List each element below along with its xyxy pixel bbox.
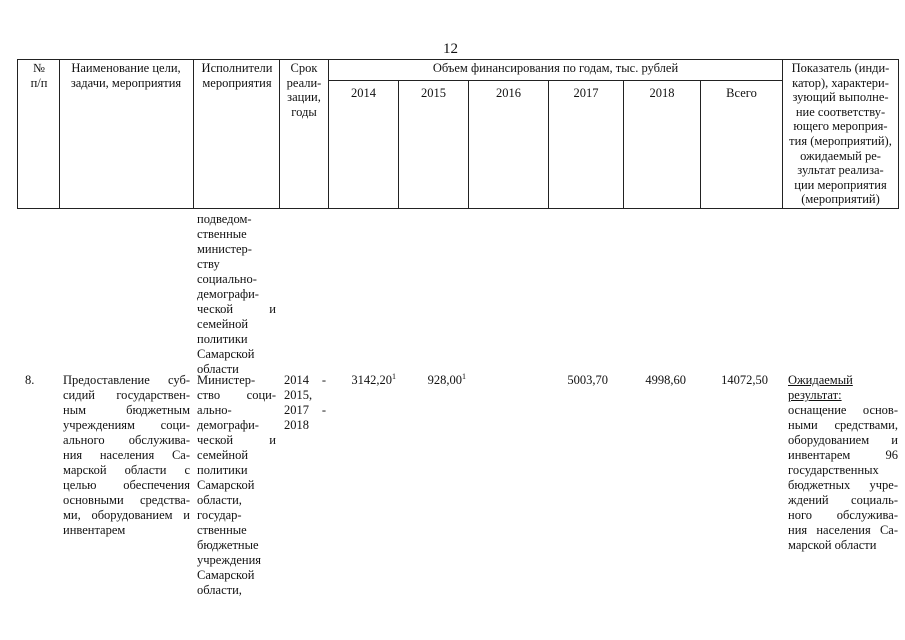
rule-v2 bbox=[193, 59, 194, 209]
rule-v0 bbox=[17, 59, 18, 209]
carryover-line: области bbox=[197, 362, 239, 376]
row8-executor-line: ство соци- bbox=[197, 388, 276, 402]
row8-executor-line: бюджетные bbox=[197, 538, 259, 552]
row8-executor-line: Министер- bbox=[197, 373, 256, 387]
row8-executor-line: Самарской bbox=[197, 568, 255, 582]
row8-value-2014-amount: 3142,20 bbox=[351, 373, 392, 387]
row8-term bbox=[284, 373, 326, 433]
header-indicator-line: зультат реализа- bbox=[797, 163, 884, 178]
row8-value-2015-footnote: 1 bbox=[462, 372, 466, 381]
header-indicator-line: ющего мероприя- bbox=[793, 119, 888, 134]
carryover-line: ству bbox=[197, 257, 220, 271]
carryover-executor bbox=[197, 212, 276, 377]
row8-indicator-line: оснащение основ- bbox=[788, 403, 898, 417]
row8-executors bbox=[197, 373, 276, 598]
rule-v11 bbox=[898, 59, 899, 209]
row8-executor-line: ально- bbox=[197, 403, 232, 417]
rule-top bbox=[17, 59, 898, 60]
header-indicator bbox=[783, 61, 898, 207]
row8-name-line: ния населения Са- bbox=[63, 448, 190, 462]
header-indicator-line: ции мероприятия bbox=[794, 177, 887, 192]
header-term bbox=[280, 61, 328, 119]
row8-name-line: сидий государствен- bbox=[63, 388, 190, 402]
carryover-line: ственные bbox=[197, 227, 247, 241]
row8-num: 8. bbox=[25, 373, 35, 387]
header-term-line: годы bbox=[291, 104, 317, 119]
row8-name-line: ным бюджетным bbox=[63, 403, 190, 417]
header-term-line: Срок bbox=[290, 61, 318, 75]
header-indicator-line: Показатель (инди- bbox=[791, 61, 890, 75]
row8-executor-line: государ- bbox=[197, 508, 242, 522]
carryover-line: социально- bbox=[197, 272, 257, 286]
row8-indicator-line: ждений социаль- bbox=[788, 493, 898, 507]
row8-indicator-line: ния населения Са- bbox=[788, 523, 898, 537]
carryover-line: семейной bbox=[197, 317, 249, 331]
row8-name-line: ального обслужива- bbox=[63, 433, 190, 447]
carryover-line: демографи- bbox=[197, 287, 259, 301]
row8-name bbox=[63, 373, 190, 538]
rule-v1 bbox=[59, 59, 60, 209]
header-year-2014: 2014 bbox=[351, 86, 376, 100]
carryover-line: подведом- bbox=[197, 212, 252, 226]
row8-value-2014-footnote: 1 bbox=[392, 372, 396, 381]
header-term-line: реали- bbox=[286, 75, 322, 90]
row8-executor-line: области, bbox=[197, 493, 242, 507]
row8-name-line: марской области с bbox=[63, 463, 190, 477]
row8-indicator-line: ными средствами, bbox=[788, 418, 898, 432]
header-indicator-line: (мероприятий) bbox=[801, 192, 880, 207]
header-funding: Объем финансирования по годам, тыс. рублей bbox=[432, 61, 679, 75]
row8-executor-line: учреждения bbox=[197, 553, 262, 567]
rule-header-bottom bbox=[17, 208, 898, 209]
row8-value-2017: 5003,70 bbox=[567, 373, 608, 387]
rule-v4 bbox=[328, 59, 329, 209]
row8-value-2018: 4998,60 bbox=[645, 373, 686, 387]
row8-name-line: Предоставление суб- bbox=[63, 373, 190, 387]
header-indicator-line: катор), характери- bbox=[792, 75, 889, 90]
row8-term-line: 2014 - bbox=[284, 373, 326, 387]
row8-indicator-line: инвентарем 96 bbox=[788, 448, 898, 462]
row8-indicator-line: оборудованием и bbox=[788, 433, 898, 447]
header-term-line: зации, bbox=[287, 90, 321, 104]
row8-value-2014 bbox=[330, 373, 396, 388]
row8-executor-line: ственные bbox=[197, 523, 247, 537]
row8-indicator-line: государственных bbox=[788, 463, 879, 477]
carryover-line: ческой и bbox=[197, 302, 276, 316]
carryover-line: министер- bbox=[197, 242, 252, 256]
row8-indicator-line: бюджетных учре- bbox=[788, 478, 898, 492]
row8-executor-line: Самарской bbox=[197, 478, 255, 492]
header-name: Наименование цели, задачи, мероприятия bbox=[70, 61, 182, 90]
row8-executor-line: семейной bbox=[197, 448, 249, 462]
row8-term-line: 2015, bbox=[284, 388, 313, 402]
header-num: № п/п bbox=[30, 61, 48, 90]
header-indicator-line: ожидаемый ре- bbox=[800, 148, 881, 163]
header-year-2018: 2018 bbox=[649, 86, 675, 100]
row8-name-line: основными средства- bbox=[63, 493, 190, 507]
row8-name-line: инвентарем bbox=[63, 523, 126, 537]
row8-name-line: учреждениям соци- bbox=[63, 418, 190, 432]
header-year-2016: 2016 bbox=[496, 86, 521, 100]
row8-name-line: целью обеспечения bbox=[63, 478, 190, 492]
header-indicator-line: зующий выполне- bbox=[792, 90, 889, 105]
row8-executor-line: области, bbox=[197, 583, 242, 597]
row8-executor-line: демографи- bbox=[197, 418, 259, 432]
row8-term-line: 2018 bbox=[284, 418, 309, 432]
rule-years bbox=[328, 80, 782, 81]
row8-value-2015-amount: 928,00 bbox=[427, 373, 462, 387]
header-year-2017: 2017 bbox=[573, 86, 599, 100]
header-indicator-line: ние соответству- bbox=[795, 104, 886, 119]
carryover-line: Самарской bbox=[197, 347, 255, 361]
header-indicator-line: тия (мероприятий), bbox=[789, 133, 892, 148]
row8-indicator-heading: Ожидаемый результат: bbox=[788, 373, 853, 402]
header-year-2015: 2015 bbox=[421, 86, 446, 100]
row8-executor-line: политики bbox=[197, 463, 248, 477]
row8-indicator-line: ного обслужива- bbox=[788, 508, 898, 522]
row8-term-line: 2017 - bbox=[284, 403, 326, 417]
page-number: 12 bbox=[443, 41, 458, 57]
row8-value-total: 14072,50 bbox=[721, 373, 768, 387]
header-executors: Исполнители мероприятия bbox=[201, 61, 273, 90]
header-year-total: Всего bbox=[726, 86, 757, 100]
row8-name-line: ми, оборудованием и bbox=[63, 508, 190, 522]
row8-value-2015 bbox=[400, 373, 466, 388]
carryover-line: политики bbox=[197, 332, 248, 346]
row8-executor-line: ческой и bbox=[197, 433, 276, 447]
row8-indicator-line: марской области bbox=[788, 538, 877, 552]
row8-indicator bbox=[788, 373, 898, 553]
